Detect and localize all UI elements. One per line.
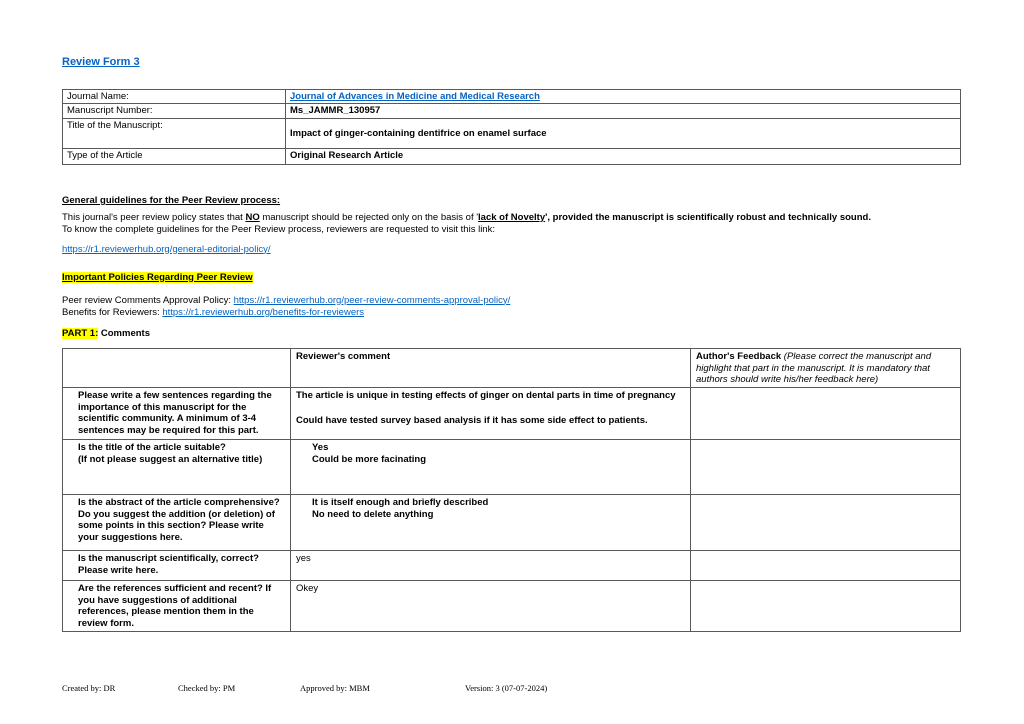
table-row xyxy=(63,104,961,118)
comment-line: Okey xyxy=(296,583,319,595)
manuscript-number-label: Manuscript Number: xyxy=(63,104,286,118)
table-row xyxy=(63,551,961,581)
table-header-row xyxy=(63,349,961,388)
reviewer-comment-column-header: Reviewer's comment xyxy=(291,349,691,388)
guidelines-text: This journal's peer review policy states that xyxy=(62,211,246,223)
part1-title: Comments xyxy=(100,328,150,340)
guidelines-text: manuscript should be rejected only on the basis of ' xyxy=(259,211,479,223)
table-row xyxy=(63,388,961,440)
document-content xyxy=(62,0,960,632)
important-policies-heading-text: Important Policies Regarding Peer Review xyxy=(62,271,253,283)
guidelines-paragraph xyxy=(62,212,960,236)
author-feedback-cell[interactable] xyxy=(691,551,961,581)
table-row xyxy=(63,581,961,632)
reviewer-comment-title xyxy=(291,440,691,495)
comment-line: Could be more facinating xyxy=(312,453,427,465)
question-references: Are the references sufficient and recent? If you have suggestions of additional references, please mention them in the review form. xyxy=(63,581,291,632)
table-row xyxy=(63,90,961,104)
benefits-link[interactable]: https://r1.reviewerhub.org/benefits-for-reviewers xyxy=(162,306,365,318)
question-abstract: Is the abstract of the article comprehensive? Do you suggest the addition (or deletion) of some points in this section? Please write your suggestions here. xyxy=(63,495,291,551)
comment-line: The article is unique in testing effects of ginger on dental parts in time of pregnancy xyxy=(296,390,676,402)
no-emphasis: NO xyxy=(245,211,260,223)
general-editorial-policy-link[interactable]: https://r1.reviewerhub.org/general-editorial-policy/ xyxy=(62,243,271,255)
approval-policy-label: Peer review Comments Approval Policy: xyxy=(62,294,234,306)
question-line: Is the title of the article suitable? xyxy=(78,442,226,454)
table-row xyxy=(63,148,961,164)
author-feedback-cell[interactable] xyxy=(691,388,961,440)
author-feedback-cell[interactable] xyxy=(691,495,961,551)
question-scientifically-correct: Is the manuscript scientifically, correct? Please write here. xyxy=(63,551,291,581)
table-row xyxy=(63,440,961,495)
author-feedback-header-bold: Author's Feedback xyxy=(696,351,782,363)
part1-heading xyxy=(62,328,960,339)
document-footer xyxy=(62,683,960,697)
comment-line: yes xyxy=(296,553,311,565)
guidelines-text: ', provided the manuscript is scientifically robust and technically sound. xyxy=(545,211,871,223)
journal-name-label: Journal Name: xyxy=(63,90,286,104)
comment-line: No need to delete anything xyxy=(312,508,434,520)
empty-header-cell xyxy=(63,349,291,388)
policy-links-block xyxy=(62,295,960,320)
manuscript-title-value: Impact of ginger-containing dentifrice on enamel surface xyxy=(286,118,961,148)
question-line: (If not please suggest an alternative title) xyxy=(78,453,263,465)
author-feedback-cell[interactable] xyxy=(691,440,961,495)
important-policies-heading xyxy=(62,272,253,283)
manuscript-number-value: Ms_JAMMR_130957 xyxy=(286,104,961,118)
approval-policy-link[interactable]: https://r1.reviewerhub.org/peer-review-comments-approval-policy/ xyxy=(233,294,511,306)
question-importance: Please write a few sentences regarding the importance of this manuscript for the scientific community. A minimum of 3-4 sentences may be required for this part. xyxy=(63,388,291,440)
manuscript-info-table xyxy=(62,89,961,165)
table-row xyxy=(63,495,961,551)
guidelines-heading: General guidelines for the Peer Review process: xyxy=(62,194,281,206)
journal-name-link[interactable]: Journal of Advances in Medicine and Medical Research xyxy=(290,91,540,102)
reviewer-comment-importance xyxy=(291,388,691,440)
comment-line: Could have tested survey based analysis if it has some side effect to patients. xyxy=(296,414,648,426)
comment-line: It is itself enough and briefly described xyxy=(312,497,489,509)
footer-checked-by: Checked by: PM xyxy=(178,683,236,693)
comment-line: Yes xyxy=(312,442,329,454)
footer-approved-by: Approved by: MBM xyxy=(300,683,370,693)
question-title-suitable xyxy=(63,440,291,495)
article-type-label: Type of the Article xyxy=(63,148,286,164)
footer-created-by: Created by: DR xyxy=(62,683,116,693)
article-type-value: Original Research Article xyxy=(286,148,961,164)
reviewer-comment-references xyxy=(291,581,691,632)
reviewer-comment-abstract xyxy=(291,495,691,551)
reviewer-comment-scientific xyxy=(291,551,691,581)
author-feedback-column-header xyxy=(691,349,961,388)
author-feedback-header-note: (Please correct the manuscript and highlight that part in the manuscript. It is mandatory that authors should write his/her feedback here) xyxy=(696,351,932,385)
benefits-label: Benefits for Reviewers: xyxy=(62,306,163,318)
comments-table xyxy=(62,348,961,632)
table-row xyxy=(63,118,961,148)
part1-badge: PART 1: xyxy=(62,328,99,340)
guidelines-text-line2: To know the complete guidelines for the Peer Review process, reviewers are requested to visit this link: xyxy=(62,223,495,235)
lack-of-novelty-emphasis: lack of Novelty xyxy=(478,211,546,223)
manuscript-title-label: Title of the Manuscript: xyxy=(63,118,286,148)
author-feedback-cell[interactable] xyxy=(691,581,961,632)
page-title: Review Form 3 xyxy=(62,56,140,68)
footer-version: Version: 3 (07-07-2024) xyxy=(465,683,548,693)
